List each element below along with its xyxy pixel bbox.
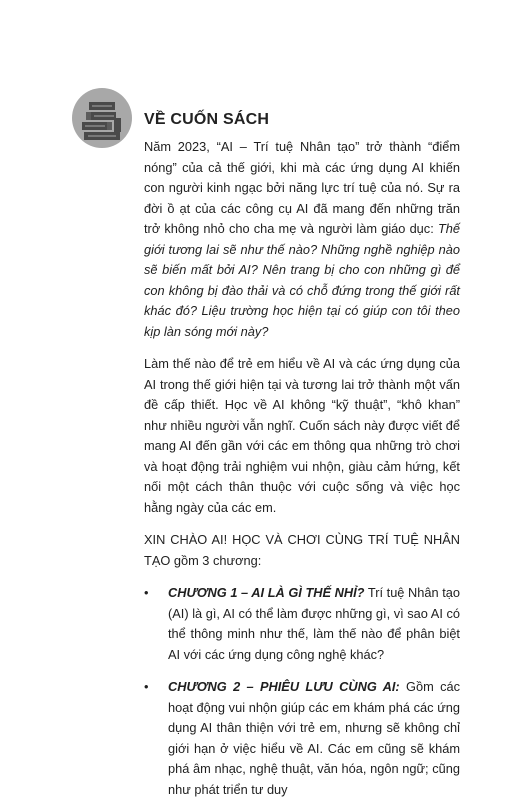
list-item [144, 677, 460, 800]
books-icon [72, 88, 132, 148]
bullet: • [144, 679, 149, 694]
purpose-paragraph: Làm thế nào để trẻ em hiểu về AI và các ứng dụng của AI trong thế giới hiện tại và tương lai trở thành một vấn đề cấp thiết. Học về AI không “kỹ thuật”, “khô khan” như nhiều người vẫn nghĩ. Cuốn sách này được viết để mang AI đến gần với các em thông qua những trò chơi và hoạt động trải nghiệm vui nhộn, giàu cảm hứng, kết nối một cách thân thuộc với cuộc sống và việc học hằng ngày của các em. [144, 356, 460, 515]
chapter-text: Gồm các hoạt động vui nhộn giúp các em khám phá các ứng dụng AI thân thiện với trẻ em, nhưng sẽ không chỉ giới hạn ở việc hiểu về AI. Các em cũng sẽ khám phá âm nhạc, nghệ thuật, văn hóa, ngôn ngữ; cũng như phát triển tư duy [168, 679, 460, 797]
book-description [144, 137, 460, 812]
bullet: • [144, 585, 149, 600]
chapter-list [144, 583, 460, 800]
chapter-title: CHƯƠNG 2 – PHIÊU LƯU CÙNG AI: [168, 679, 400, 694]
intro-text: Năm 2023, “AI – Trí tuệ Nhân tạo” trở thành “điểm nóng” của cả thế giới, khi mà các ứng dụng AI khiến con người kinh ngạc bởi năng lực trí tuệ của nó. Sự ra đời ồ ạt của các công cụ AI đã mang đến những trăn trở không nhỏ cho cha mẹ và người làm giáo dục: [144, 139, 460, 236]
structure-paragraph: XIN CHÀO AI! HỌC VÀ CHƠI CÙNG TRÍ TUỆ NHÂN TẠO gồm 3 chương: [144, 532, 460, 568]
section-badge [72, 88, 132, 148]
intro-paragraph [144, 137, 460, 342]
section-title: VỀ CUỐN SÁCH [144, 111, 270, 128]
intro-questions: Thế giới tương lai sẽ như thế nào? Những nghề nghiệp nào sẽ biến mất bởi AI? Nên trang bị cho con những gì để con không bị đào thải và có chỗ đứng trong thế giới rất khác đó? Liệu trường học hiện tại có giúp con tôi theo kịp làn sóng mới này? [144, 221, 460, 339]
chapter-text: Trí tuệ Nhân tạo (AI) là gì, AI có thể làm được những gì, vì sao AI có thể thông minh như thế, làm thế nào để phân biệt AI với các ứng dụng công nghệ khác? [168, 585, 461, 662]
chapter-title: CHƯƠNG 1 – AI LÀ GÌ THẾ NHỈ? [168, 585, 365, 600]
list-item [144, 583, 460, 665]
